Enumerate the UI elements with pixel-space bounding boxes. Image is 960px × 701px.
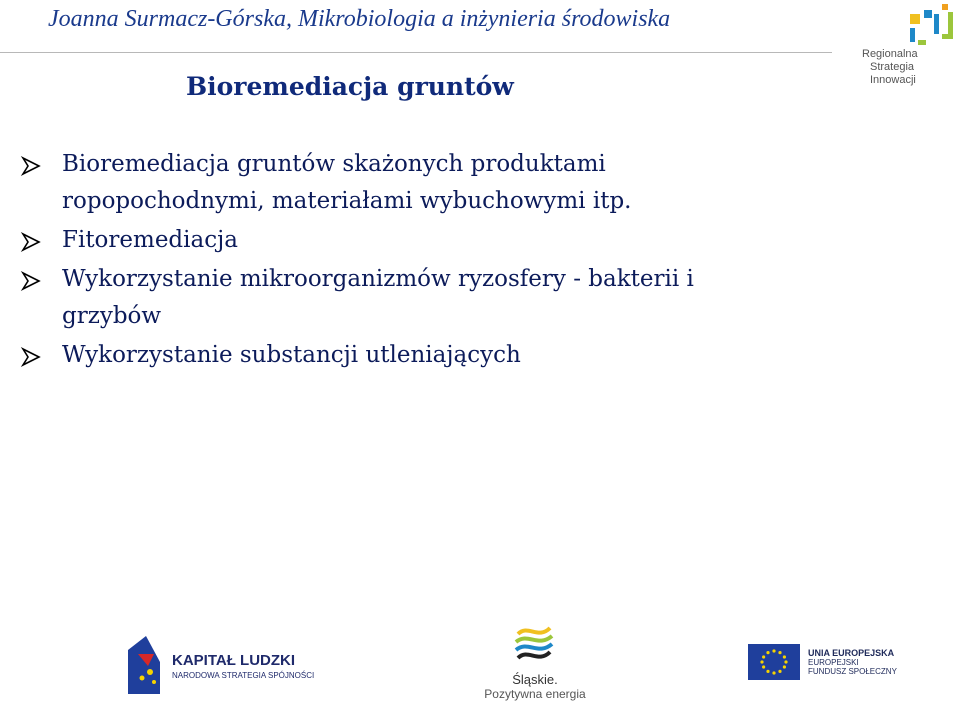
slaskie-wave-icon (510, 620, 560, 670)
kapital-ludzki-subtitle: NARODOWA STRATEGIA SPÓJNOŚCI (172, 671, 315, 680)
bullet-text: Bioremediacja gruntów skażonych produktami ropopochodnymi, materiałami wybuchowymi itp. (62, 151, 632, 214)
bullet-item (20, 337, 700, 374)
rsi-line: Innowacji (870, 74, 916, 86)
eu-flag-icon (748, 644, 800, 680)
bullet-item (20, 222, 700, 259)
bullet-text: Wykorzystanie mikroorganizmów ryzosfery - bakterii i grzybów (62, 266, 694, 329)
rsi-logo (862, 4, 954, 94)
kapital-ludzki-title: KAPITAŁ LUDZKI (172, 652, 296, 669)
eu-fund-line: FUNDUSZ SPOŁECZNY (808, 667, 897, 676)
eu-fund-line: EUROPEJSKI (808, 658, 859, 667)
kapital-ludzki-icon (124, 632, 168, 696)
arrow-bullet-icon (20, 346, 42, 368)
eu-title: UNIA EUROPEJSKA (808, 648, 895, 658)
slaskie-logo (480, 620, 590, 700)
bullet-text: Fitoremediacja (62, 227, 238, 253)
bullet-item (20, 261, 700, 335)
arrow-bullet-icon (20, 155, 42, 177)
kapital-ludzki-logo (124, 632, 315, 696)
rsi-logo-text (862, 48, 918, 87)
rsi-line: Strategia (870, 61, 915, 73)
bullet-item (20, 146, 700, 220)
header-divider (0, 52, 832, 53)
rsi-line: Regionalna (862, 48, 918, 60)
slaskie-tagline: Pozytywna energia (484, 687, 586, 701)
header-title: Joanna Surmacz-Górska, Mikrobiologia a inżynieria środowiska (48, 6, 671, 32)
rsi-logo-icon (862, 4, 954, 48)
bullet-text: Wykorzystanie substancji utleniających (62, 342, 521, 368)
bullet-list (20, 146, 700, 376)
slaskie-name: Śląskie. (512, 672, 558, 687)
arrow-bullet-icon (20, 231, 42, 253)
arrow-bullet-icon (20, 270, 42, 292)
slide-title: Bioremediacja gruntów (186, 72, 514, 101)
eu-logo (748, 644, 948, 688)
